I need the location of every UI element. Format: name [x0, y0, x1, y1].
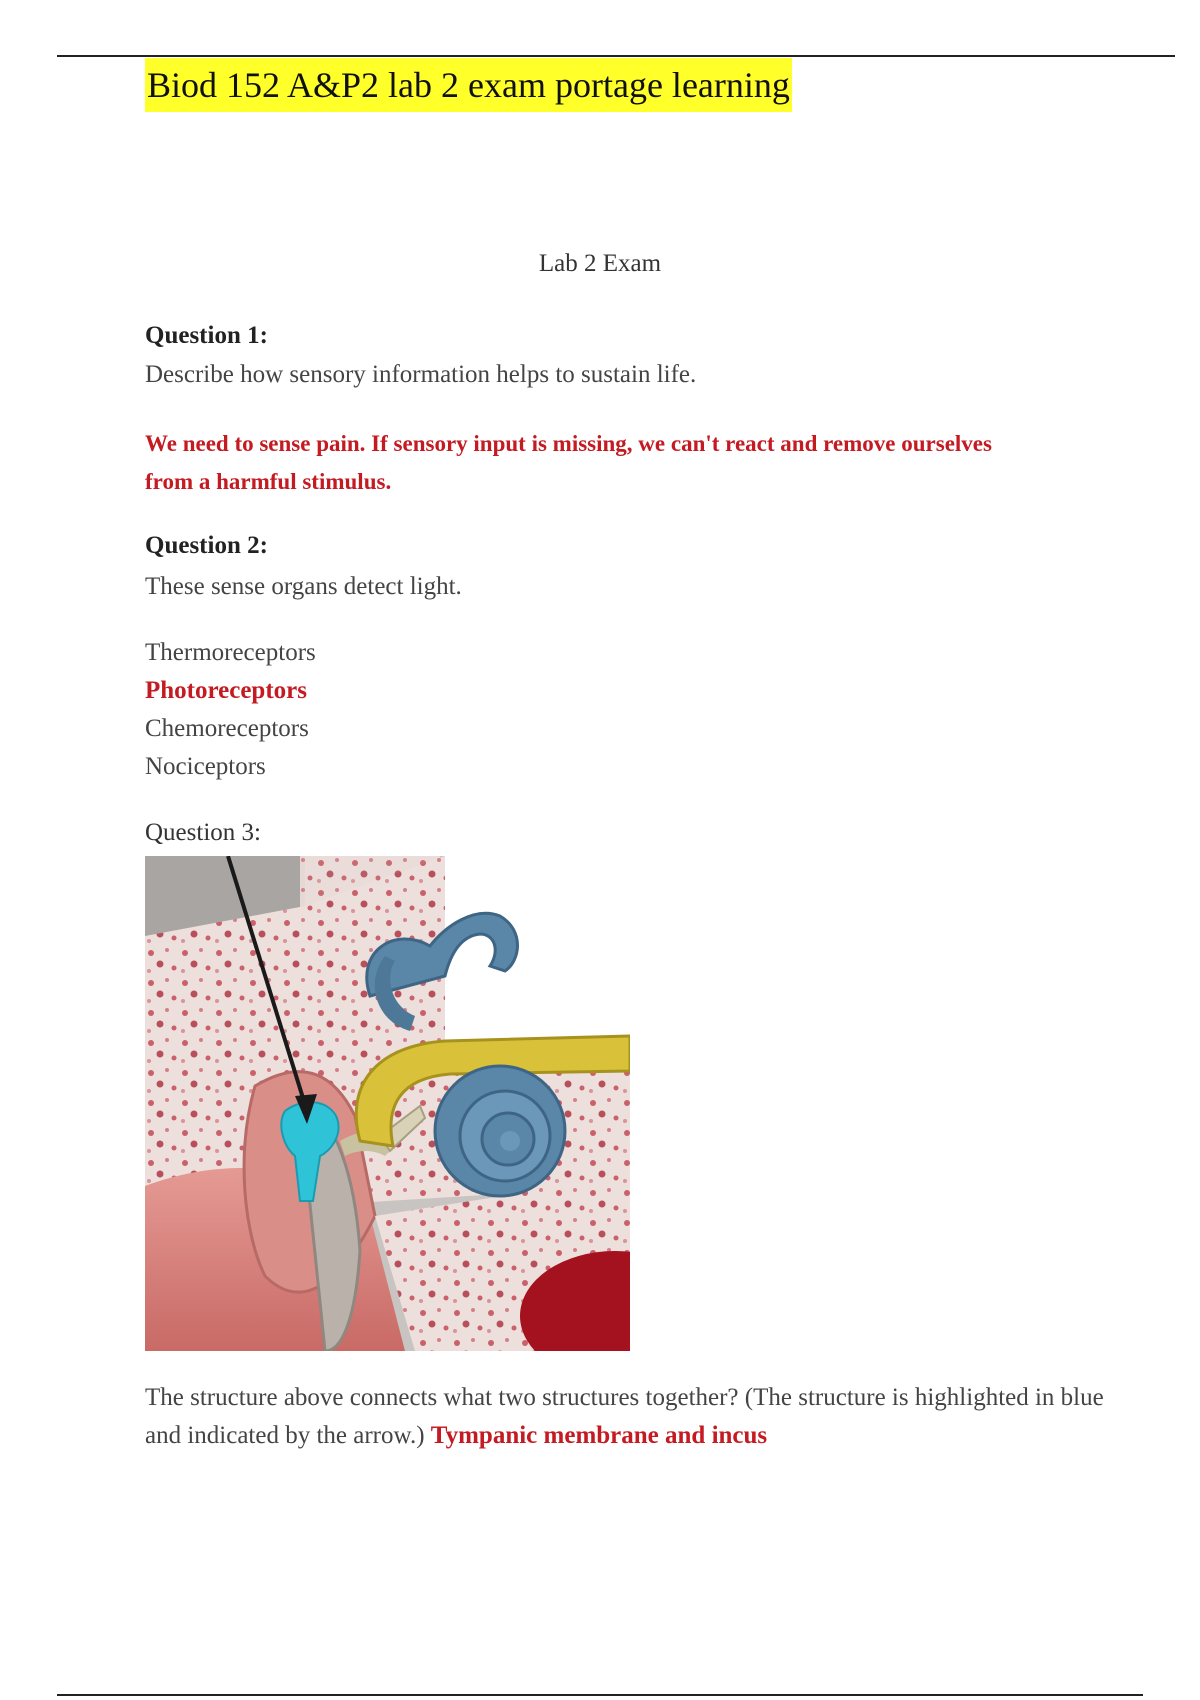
question-1-answer: We need to sense pain. If sensory input is missing, we can't react and remove ourselves from a harmful stimulus.	[145, 431, 992, 494]
question-3-prompt: The structure above connects what two structures together? (The structure is highlighted in blue and indicated by the arrow.)	[145, 1384, 1104, 1449]
document-title: Biod 152 A&P2 lab 2 exam portage learning	[145, 58, 792, 112]
question-2-option-4: Nociceptors	[145, 753, 266, 780]
ear-anatomy-svg	[145, 856, 630, 1351]
ear-anatomy-illustration	[145, 856, 630, 1351]
question-2-option-1: Thermoreceptors	[145, 639, 316, 666]
question-2-prompt: These sense organs detect light.	[145, 573, 462, 600]
question-1-prompt: Describe how sensory information helps to sustain life.	[145, 361, 697, 388]
exam-heading: Lab 2 Exam	[538, 250, 662, 277]
question-3-prompt-block	[145, 1379, 1105, 1455]
question-3-answer: Tympanic membrane and incus	[430, 1422, 768, 1449]
question-3-label: Question 3:	[145, 819, 261, 846]
top-rule	[57, 55, 1175, 57]
question-2-option-3: Chemoreceptors	[145, 715, 309, 742]
question-2-label: Question 2:	[145, 532, 268, 559]
question-2-option-2-correct: Photoreceptors	[145, 677, 307, 704]
bottom-rule	[57, 1694, 1143, 1696]
question-1-label: Question 1:	[145, 322, 268, 349]
